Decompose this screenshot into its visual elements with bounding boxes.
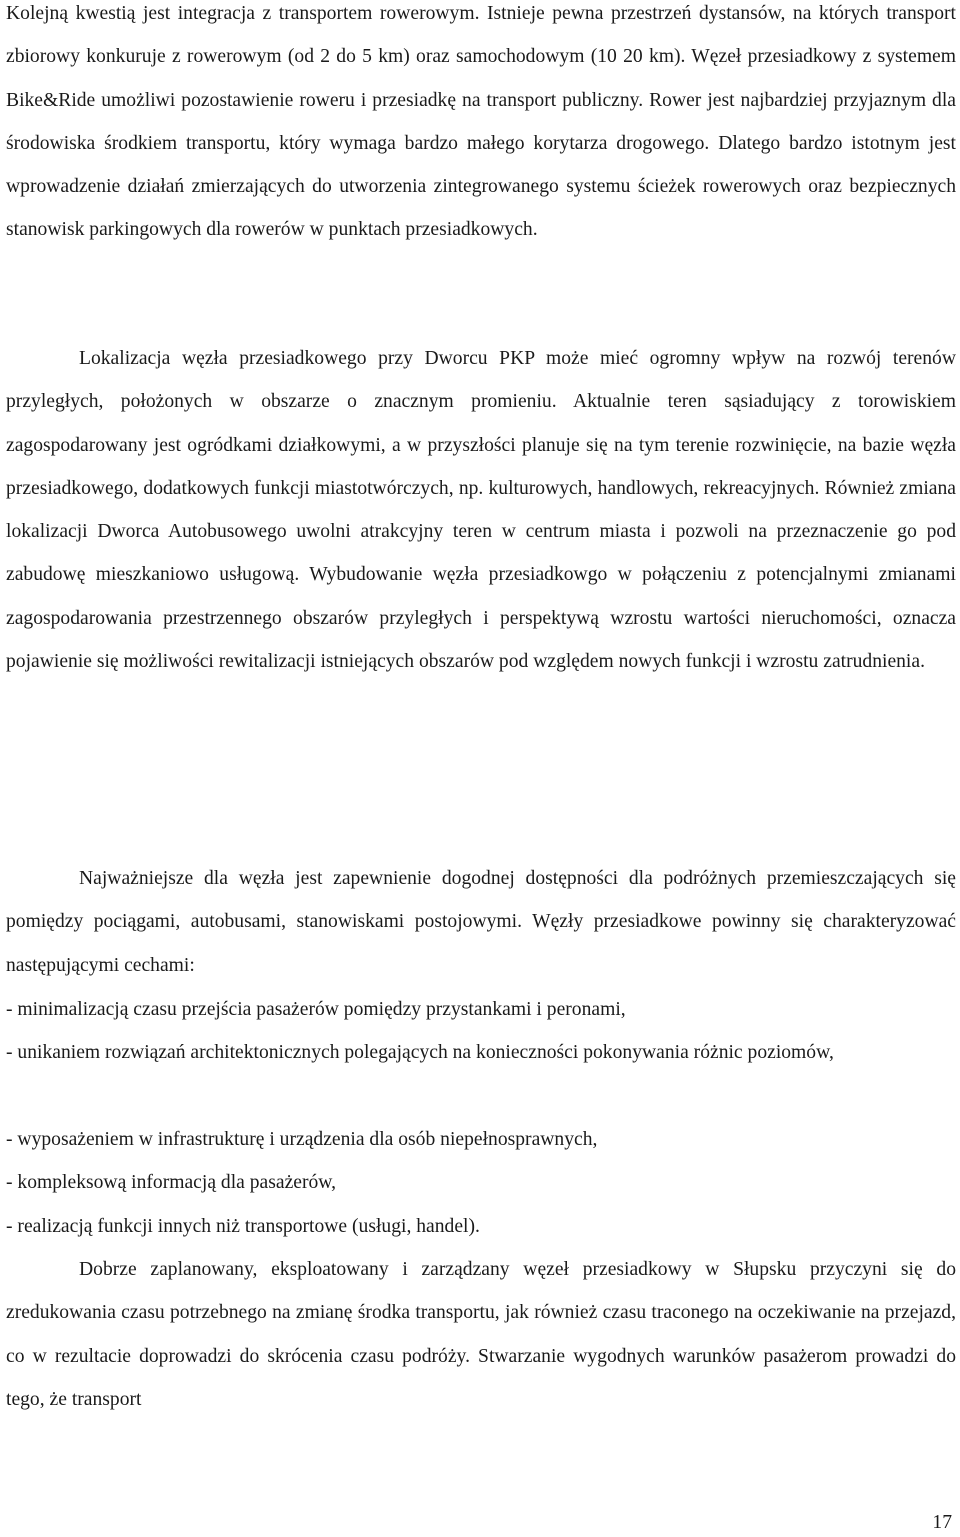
list-item: - unikaniem rozwiązań architektonicznych polegających na konieczności pokonywania różnic poziomów, <box>6 1042 834 1063</box>
page-number: 17 <box>932 1512 952 1533</box>
paragraph-slupsk-transfer-node: Dobrze zaplanowany, eksploatowany i zarządzany węzeł przesiadkowy w Słupsku przyczyni się do zredukowania czasu potrzebnego na zmianę środka transportu, jak również czasu traconego na oczekiwanie na przejazd, co w rezultacie doprowadzi do skrócenia czasu podróży. Stwarzanie wygodnych warunków pasażerom prowadzi do tego, że transport <box>6 1259 956 1410</box>
list-item: - realizacją funkcji innych niż transportowe (usługi, handel). <box>6 1216 480 1237</box>
paragraph-node-features: Najważniejsze dla węzła jest zapewnienie dogodnej dostępności dla podróżnych przemieszczających się pomiędzy pociągami, autobusami, stanowiskami postojowymi. Węzły przesiadkowe powinny się charakteryzować następującymi cechami: <box>6 868 956 976</box>
list-item: - kompleksową informacją dla pasażerów, <box>6 1172 337 1193</box>
list-item: - minimalizacją czasu przejścia pasażerów pomiędzy przystankami i peronami, <box>6 999 626 1020</box>
paragraph-pkp-station-location: Lokalizacja węzła przesiadkowego przy Dworcu PKP może mieć ogromny wpływ na rozwój terenów przyległych, położonych w obszarze o znacznym promieniu. Aktualnie teren sąsiadujący z torowiskiem zagospodarowany jest ogródkami działkowymi, a w przyszłości planuje się na tym terenie rozwinięcie, na bazie węzła przesiadkowego, dodatkowych funkcji miastotwórczych, np. kulturowych, handlowych, rekreacyjnych. Również zmiana lokalizacji Dworca Autobusowego uwolni atrakcyjny teren w centrum miasta i pozwoli na przeznaczenie go pod zabudowę mieszkaniowo usługową. Wybudowanie węzła przesiadkowgo w połączeniu z potencjalnymi zmianami zagospodarowania przestrzennego obszarów przyległych i perspektywą wzrostu wartości nieruchomości, oznacza pojawienie się możliwości rewitalizacji istniejących obszarów pod względem nowych funkcji i wzrostu zatrudnienia. <box>6 348 956 673</box>
paragraph-bike-integration: Kolejną kwestią jest integracja z transportem rowerowym. Istnieje pewna przestrzeń dystansów, na których transport zbiorowy konkuruje z rowerowym (od 2 do 5 km) oraz samochodowym (10 20 km). Węzeł przesiadkowy z systemem Bike&Ride umożliwi pozostawienie roweru i przesiadkę na transport publiczny. Rower jest najbardziej przyjaznym dla środowiska środkiem transportu, który wymaga bardzo małego korytarza drogowego. Dlatego bardzo istotnym jest wprowadzenie działań zmierzających do utworzenia zintegrowanego systemu ścieżek rowerowych oraz bezpiecznych stanowisk parkingowych dla rowerów w punktach przesiadkowych. <box>6 3 956 241</box>
list-item: - wyposażeniem w infrastrukturę i urządzenia dla osób niepełnosprawnych, <box>6 1129 598 1150</box>
